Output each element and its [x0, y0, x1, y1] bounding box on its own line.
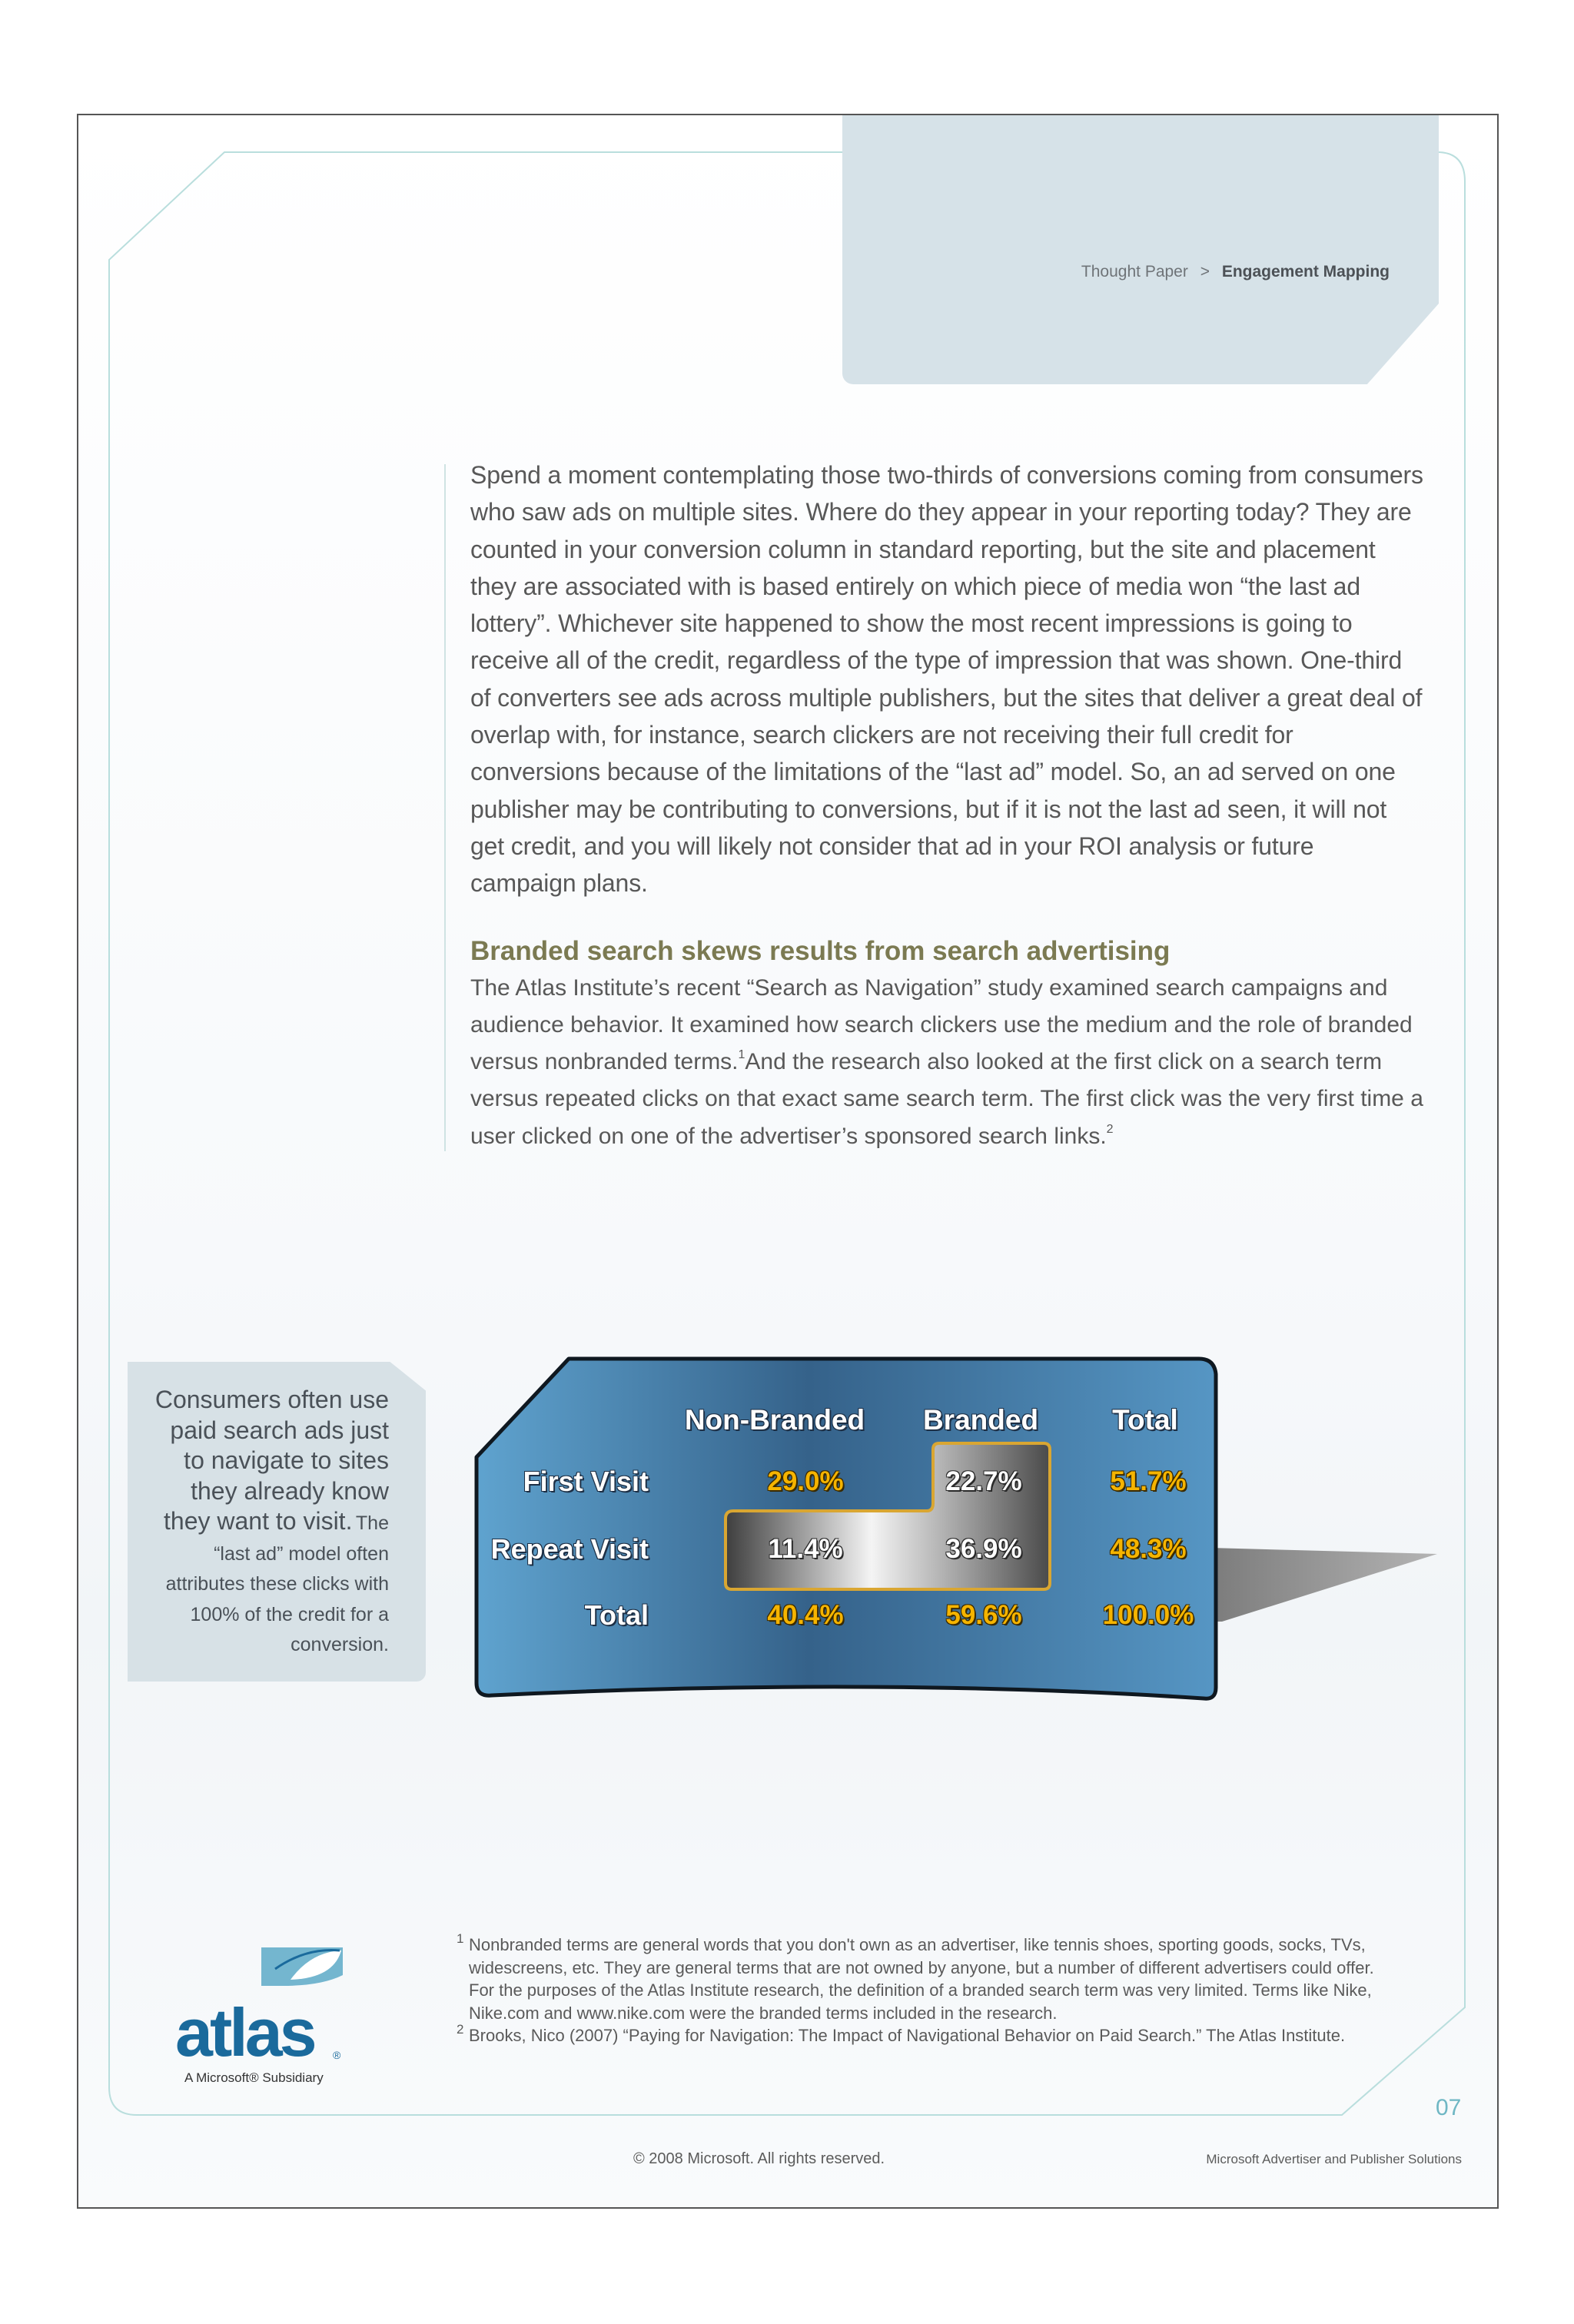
callout-rest: The “last ad” model often attributes these clicks with 100% of the credit for a conversion.: [165, 1512, 389, 1655]
atlas-logo-mark-icon: [175, 1940, 352, 2001]
breadcrumb-separator: >: [1200, 263, 1210, 281]
footnote-1-mark: 1: [457, 1931, 464, 1946]
footnotes: [457, 1931, 1379, 2047]
column-header-branded: Branded: [922, 1404, 1039, 1436]
section-text-b: And the research also looked at the first click on a search term versus repeated clicks on that exact same search term. The first click was the very first time a user clicked on one of the advertiser’s sponsored search links.: [470, 1049, 1423, 1149]
cell-first-nonbranded: 29.0%: [767, 1466, 844, 1496]
footnote-1-text: Nonbranded terms are general words that you don't own as an advertiser, like tennis shoes, sporting goods, socks, TVs, widescreens, etc. They are general terms that are not owned by anyone, but a number of different advertisers could offer. For the purposes of the Atlas Institute research, the definition of a branded search term was very limited. Terms like Nike, Nike.com and www.nike.com were the branded terms included in the research.: [469, 1935, 1374, 2023]
atlas-logo: [175, 1940, 352, 2086]
cell-first-branded: 22.7%: [945, 1466, 1022, 1496]
breadcrumb-parent[interactable]: Thought Paper: [1081, 263, 1188, 281]
footnote-2-text: Brooks, Nico (2007) “Paying for Navigation: The Impact of Navigational Behavior on Paid Search.” The Atlas Institute.: [469, 2026, 1346, 2045]
footnote-1: [457, 1931, 1379, 2024]
cell-total-nonbranded: 40.4%: [767, 1600, 844, 1630]
row-label-repeat-visit: Repeat Visit: [490, 1533, 649, 1565]
cell-total-total: 100.0%: [1102, 1600, 1194, 1630]
section-text-a: The Atlas Institute’s recent “Search as Navigation” study examined search campaigns and audience behavior. It examined how search clickers use the medium and the role of branded versus nonbranded terms.: [470, 974, 1413, 1075]
footnote-ref-2[interactable]: 2: [1106, 1122, 1114, 1136]
cell-repeat-nonbranded: 11.4%: [768, 1534, 843, 1564]
section-heading: Branded search skews results from search advertising: [470, 935, 1171, 966]
publisher-name: Microsoft Advertiser and Publisher Solutions: [1206, 2152, 1462, 2166]
intro-paragraph: Spend a moment contemplating those two-thirds of conversions coming from consumers who saw ads on multiple sites. Where do they appear in your reporting today? They are counted in your conversion column in standard reporting, but the site and placement they are associated with is based entirely on which piece of media won “the last ad lottery”. Whichever site happened to show the most recent impressions is going to receive all of the credit, regardless of the type of impression that was shown. One-third of converters see ads across multiple publishers, but the sites that deliver a great deal of overlap with, for instance, search clickers are not receiving their full credit for conversions because of the limitations of the “last ad” model. So, an ad served on one publisher may be contributing to conversions, but if it is not the last ad seen, it will not get credit, and you will likely not consider that ad in your ROI analysis or future campaign plans.: [470, 461, 1423, 898]
atlas-registered-mark: ®: [333, 2049, 341, 2061]
column-header-non-branded: Non-Branded: [684, 1404, 865, 1436]
cell-total-branded: 59.6%: [945, 1600, 1022, 1630]
row-label-first-visit: First Visit: [523, 1466, 649, 1497]
breadcrumb-current: Engagement Mapping: [1221, 263, 1390, 281]
footnote-ref-1[interactable]: 1: [738, 1048, 745, 1062]
footnote-2: [457, 2024, 1379, 2047]
footnote-2-mark: 2: [457, 2022, 464, 2037]
cell-repeat-branded: 36.9%: [945, 1534, 1022, 1564]
page-number: 07: [1436, 2095, 1462, 2120]
column-header-total: Total: [1112, 1404, 1178, 1436]
cell-repeat-total: 48.3%: [1110, 1534, 1187, 1564]
callout-lead: Consumers often use paid search ads just to navigate to sites they already know they want to visit.: [154, 1386, 389, 1535]
atlas-wordmark: atlas: [175, 1994, 314, 2070]
row-label-total: Total: [584, 1599, 649, 1631]
atlas-subtitle: A Microsoft® Subsidiary: [184, 2070, 324, 2085]
copyright-notice: © 2008 Microsoft. All rights reserved.: [633, 2150, 885, 2167]
cell-first-total: 51.7%: [1110, 1466, 1187, 1496]
